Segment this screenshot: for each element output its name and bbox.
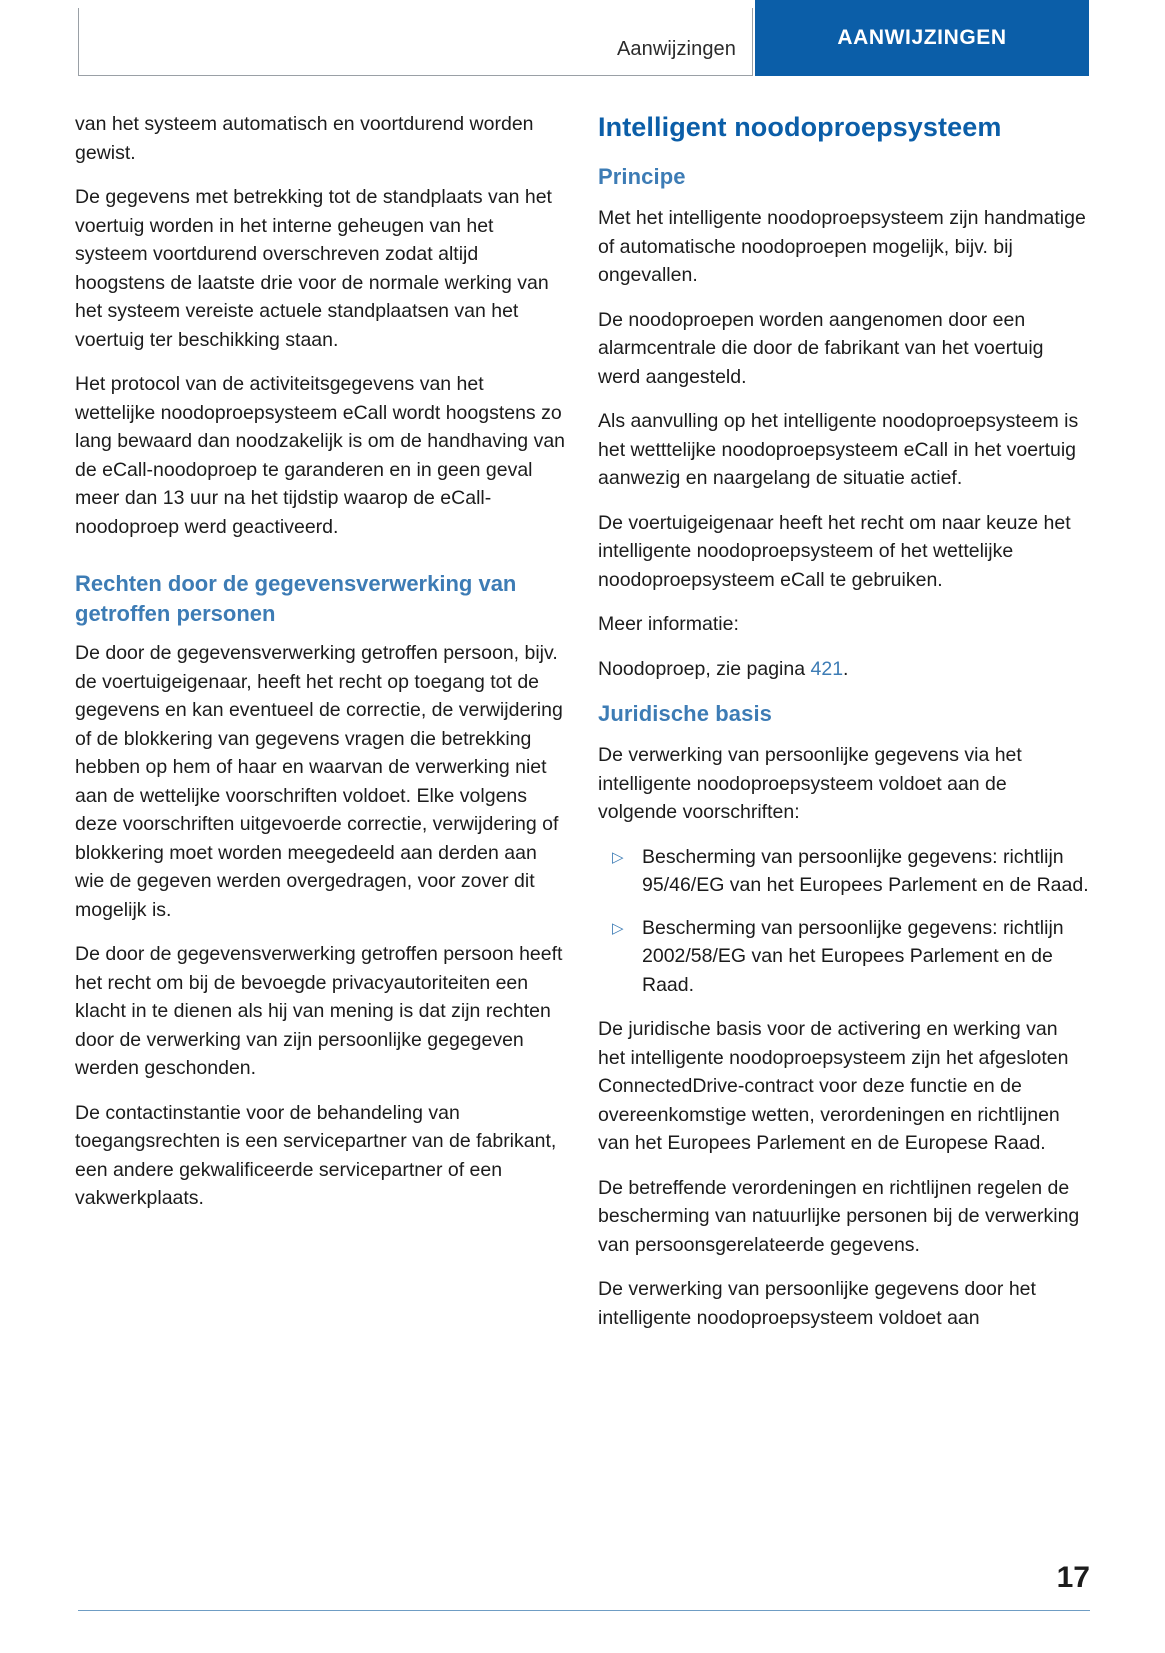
footer-divider	[78, 1610, 1090, 1611]
paragraph: Als aanvulling op het intelligente noodoproepsysteem is het wetttelijke noodoproepsysteem eCall in het voertuig aanwezig en naargelang de situatie actief.	[598, 410, 1079, 489]
page-number: 17	[1056, 1561, 1090, 1594]
paragraph: van het systeem automatisch en voortdurend worden gewist.	[75, 113, 534, 164]
paragraph: De verwerking van persoonlijke gegevens via het intelligente noodoproepsysteem voldoet aan de volgende voorschriften:	[598, 744, 1022, 823]
list-item-label: Bescherming van persoonlijke gegevens: richtlijn 95/46/EG van het Europees Parlement en de Raad.	[642, 845, 1089, 896]
subsection-heading-juridische-basis: Juridische basis	[598, 701, 773, 726]
subsection-heading-principe: Principe	[598, 164, 686, 189]
list-item-label: Bescherming van persoonlijke gegevens: richtlijn 2002/58/EG van het Europees Parlement en de Raad.	[642, 916, 1064, 996]
page-title: Intelligent noodoproepsysteem	[598, 112, 1002, 142]
chapter-tab-label: AANWIJZINGEN	[837, 26, 1007, 49]
cross-reference-suffix: .	[843, 657, 849, 680]
chapter-tab	[755, 0, 1089, 76]
paragraph: De door de gegevensverwerking getroffen persoon, bijv. de voertuigeigenaar, heeft het recht op toegang tot de gegevens en kan eventueel de correctie, de verwijdering of de blokkering van gegevens vragen die betrekking hebben op hem of haar en waarvan de verwerking niet aan de wettelijke voorschriften voldoet. Elke volgens deze voorschriften uitgevoerde correctie, verwijdering of blokkering moet worden meegedeeld aan derden aan wie de gegeven werden overgedragen, voor zover dit mogelijk is.	[75, 642, 563, 921]
list-item	[598, 914, 1090, 1000]
triangle-bullet-icon: ▷	[612, 848, 624, 866]
paragraph: Meer informatie:	[598, 613, 739, 635]
bullet-list	[598, 843, 1090, 1000]
cross-reference	[598, 655, 1090, 684]
paragraph: Het protocol van de activiteitsgegevens van het wettelijke noodoproepsysteem eCall wordt hoogstens zo lang bewaard dan noodzakelijk is om de handhaving van de eCall-noodoproep te garanderen en in geen geval meer dan 13 uur na het tijdstip waarop de eCall-noodoproep werd geactiveerd.	[75, 373, 566, 538]
page-content	[0, 110, 1165, 1510]
list-item	[598, 843, 1090, 900]
paragraph: De door de gegevensverwerking getroffen persoon heeft het recht om bij de bevoegde privacyautoriteiten een klacht in te dienen als hij van mening is dat zijn rechten door de verwerking van zijn persoonlijke gegegeven werden geschonden.	[75, 943, 563, 1079]
paragraph: De voertuigeigenaar heeft het recht om naar keuze het intelligente noodoproepsysteem of het wettelijke noodoproepsysteem eCall te gebruiken.	[598, 511, 1071, 591]
right-column	[598, 110, 1090, 1348]
page-header	[0, 0, 1165, 80]
section-heading-rechten: Rechten door de gegevensverwerking van getroffen personen	[75, 571, 517, 626]
paragraph: De gegevens met betrekking tot de standplaats van het voertuig worden in het interne geheugen van het systeem voortdurend overschreven zodat altijd hoogstens de laatste drie voor de normale werking van het systeem vereiste actuele standplaatsen van het voertuig ter beschikking staan.	[75, 186, 552, 351]
page-footer	[0, 1533, 1165, 1653]
paragraph: De contactinstantie voor de behandeling van toegangsrechten is een servicepartner van de fabrikant, een andere gekwalificeerde servicepartner of een vakwerkplaats.	[75, 1101, 557, 1209]
paragraph: De verwerking van persoonlijke gegevens door het intelligente noodoproepsysteem voldoet aan	[598, 1278, 1036, 1329]
triangle-bullet-icon: ▷	[612, 919, 624, 937]
page-reference-link[interactable]: 421	[810, 657, 844, 680]
paragraph: De betreffende verordeningen en richtlijnen regelen de bescherming van natuurlijke personen bij de verwerking van persoonsgerelateerde gegevens.	[598, 1176, 1080, 1256]
paragraph: De noodoproepen worden aangenomen door een alarmcentrale die door de fabrikant van het voertuig werd aangesteld.	[598, 308, 1044, 388]
paragraph: Met het intelligente noodoproepsysteem zijn handmatige of automatische noodoproepen mogelijk, bijv. bij ongevallen.	[598, 207, 1086, 286]
left-column	[75, 110, 567, 1229]
running-header-box	[78, 8, 753, 76]
paragraph: De juridische basis voor de activering en werking van het intelligente noodoproepsysteem zijn het afgesloten ConnectedDrive-contract voor deze functie en de overeenkomstige wetten, verordeningen en richtlijnen van het Europees Parlement en de Europese Raad.	[598, 1018, 1069, 1154]
cross-reference-prefix: Noodoproep, zie pagina	[598, 657, 811, 680]
running-title: Aanwijzingen	[616, 38, 736, 60]
